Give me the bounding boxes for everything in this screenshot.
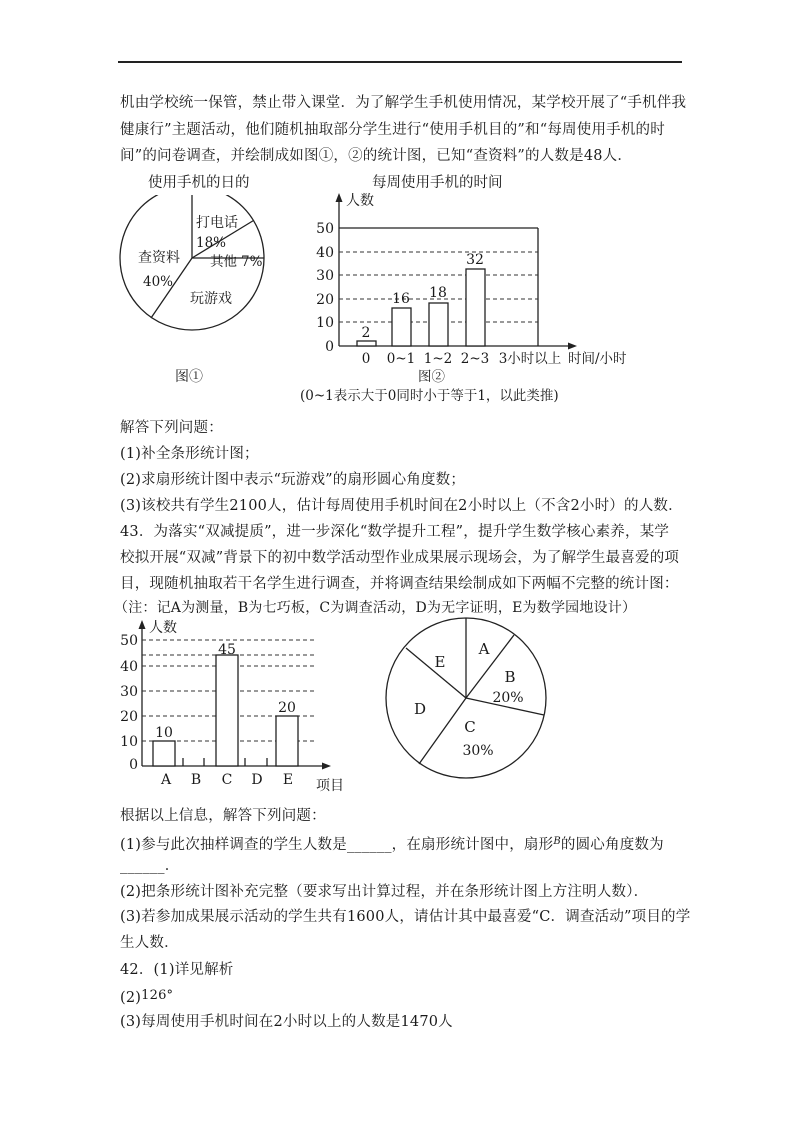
fig2-value-0: 2 bbox=[361, 325, 371, 341]
q42-questions-heading: 解答下列问题： bbox=[120, 420, 223, 436]
fig2-value-1-2: 18 bbox=[429, 285, 447, 301]
q43-bar-e bbox=[276, 716, 298, 766]
q43-bar-chart bbox=[110, 612, 360, 802]
fig2-note: (0~1表示大于0同时小于等于1，以此类推) bbox=[300, 388, 559, 404]
q43-xtick-a: A bbox=[160, 772, 172, 788]
pie2-label-a: A bbox=[478, 640, 490, 658]
q42-intro-line-3: 间”的问卷调查，并绘制成如图①，②的统计图，已知“查资料”的人数是48人． bbox=[120, 148, 633, 164]
q43-q1-blank: ______． bbox=[120, 858, 180, 874]
fig2-ytick-30: 30 bbox=[316, 268, 334, 284]
q43-ytick-50: 50 bbox=[120, 633, 138, 649]
q43-q1-part1: (1)参与此次抽样调查的学生人数是______，在扇形统计图中，扇形 bbox=[120, 837, 554, 853]
pie2-label-c: C bbox=[464, 718, 476, 736]
pie1-label-other: 其他 bbox=[210, 254, 237, 270]
q43-intro-line-1: 43．为落实“双减提质”，进一步深化“数学提升工程”，提升学生数学核心素养，某学 bbox=[120, 524, 670, 540]
q42-intro-line-1: 机由学校统一保管，禁止带入课堂．为了解学生手机使用情况，某学校开展了“手机伴我 bbox=[120, 95, 687, 111]
fig2-xlabel: 时间/小时 bbox=[568, 351, 627, 367]
fig1-caption: 图① bbox=[175, 369, 203, 385]
q43-xtick-c: C bbox=[221, 772, 233, 788]
q43-bar-c bbox=[216, 655, 238, 766]
fig2-ytick-0: 0 bbox=[325, 339, 334, 355]
q43-intro-line-3: 目，现随机抽取若干名学生进行调查，并将调查结果绘制成如下两幅不完整的统计图： bbox=[120, 576, 679, 592]
pie2-label-b: B bbox=[504, 668, 516, 686]
q43-question-3-line-2: 生人数． bbox=[120, 935, 179, 951]
q43-xlabel: 项目 bbox=[316, 778, 344, 794]
q43-bar-a bbox=[153, 741, 175, 766]
header-rule bbox=[118, 61, 682, 63]
pie1-pct-other: 7% bbox=[241, 254, 263, 270]
fig2-bar-0-1 bbox=[392, 308, 411, 346]
q43-xtick-e: E bbox=[282, 772, 294, 788]
q43-pie-chart bbox=[380, 610, 560, 790]
fig1-pie-chart bbox=[110, 195, 290, 355]
fig2-bar-1-2 bbox=[429, 303, 448, 346]
fig2-bar-0 bbox=[357, 341, 376, 346]
fig2-ytick-10: 10 bbox=[316, 315, 334, 331]
q43-value-e: 20 bbox=[278, 700, 296, 716]
pie2-pct-c: 30% bbox=[462, 743, 494, 759]
pie1-pct-research: 40% bbox=[143, 274, 174, 290]
fig2-value-2-3: 32 bbox=[466, 252, 484, 268]
fig2-xtick-2-3: 2~3 bbox=[460, 351, 490, 367]
fig2-xtick-1-2: 1~2 bbox=[423, 351, 453, 367]
q42-question-3: (3)该校共有学生2100人，估计每周使用手机时间在2小时以上（不含2小时）的人数． bbox=[120, 498, 683, 514]
fig2-ytick-50: 50 bbox=[316, 221, 334, 237]
q43-q1-part2: 的圆心角度数为 bbox=[560, 837, 664, 853]
q43-questions-heading: 根据以上信息，解答下列问题： bbox=[120, 808, 326, 824]
q43-xtick-d: D bbox=[251, 772, 263, 788]
pie2-pct-b: 20% bbox=[492, 690, 524, 706]
q43-value-c: 45 bbox=[218, 642, 236, 658]
q43-ytick-20: 20 bbox=[120, 709, 138, 725]
answer-2-prefix: (2) bbox=[120, 990, 142, 1006]
fig2-ytick-40: 40 bbox=[316, 245, 334, 261]
fig2-ytick-20: 20 bbox=[316, 292, 334, 308]
fig2-xtick-3plus: 3小时以上 bbox=[498, 351, 562, 367]
q43-note: （注：记A为测量，B为七巧板，C为调查活动，D为无字证明，E为数学园地设计） bbox=[114, 600, 637, 616]
fig2-bar-chart bbox=[300, 185, 650, 375]
q43-q1-var: B bbox=[553, 836, 561, 847]
q43-ytick-0: 0 bbox=[129, 757, 138, 773]
pie2-label-d: D bbox=[413, 700, 427, 718]
fig2-title: 每周使用手机的时间 bbox=[372, 175, 503, 191]
pie2-label-e: E bbox=[434, 653, 446, 671]
q43-ylabel: 人数 bbox=[149, 620, 177, 636]
q43-value-a: 10 bbox=[155, 725, 173, 741]
q43-xtick-b: B bbox=[190, 772, 202, 788]
pie1-label-call: 打电话 bbox=[196, 215, 238, 231]
fig2-ylabel: 人数 bbox=[346, 193, 374, 209]
pie1-pct-call: 18% bbox=[196, 235, 227, 251]
q43-intro-line-2: 校拟开展“双减”背景下的初中数学活动型作业成果展示现场会，为了解学生最喜爱的项 bbox=[120, 550, 680, 566]
q43-ytick-30: 30 bbox=[120, 684, 138, 700]
fig2-caption: 图② bbox=[418, 369, 445, 385]
q43-question-3-line-1: (3)若参加成果展示活动的学生共有1600人，请估计其中最喜爱“C．调查活动”项目的学 bbox=[120, 909, 691, 925]
q43-ytick-10: 10 bbox=[120, 734, 138, 750]
answer-2 bbox=[120, 986, 173, 1008]
q43-question-1 bbox=[120, 832, 664, 855]
pie1-label-research: 查资料 bbox=[138, 250, 180, 266]
answer-2-value: 126° bbox=[141, 988, 174, 1003]
pie1-label-games: 玩游戏 bbox=[190, 291, 232, 307]
fig2-bar-2-3 bbox=[466, 269, 485, 346]
q42-question-2: (2)求扇形统计图中表示“玩游戏”的扇形圆心角度数； bbox=[120, 472, 466, 488]
q43-question-2: (2)把条形统计图补充完整（要求写出计算过程，并在条形统计图上方注明人数）． bbox=[120, 884, 649, 900]
fig2-xtick-0-1: 0~1 bbox=[386, 351, 416, 367]
answer-3: (3)每周使用手机时间在2小时以上的人数是1470人 bbox=[120, 1014, 453, 1030]
q43-ytick-40: 40 bbox=[120, 659, 138, 675]
q42-intro-line-2: 健康行”主题活动，他们随机抽取部分学生进行“使用手机目的”和“每周使用手机的时 bbox=[120, 122, 665, 138]
fig2-xtick-0: 0 bbox=[361, 351, 371, 367]
fig1-title: 使用手机的日的 bbox=[148, 175, 250, 191]
q42-question-1: (1)补全条形统计图； bbox=[120, 446, 259, 462]
fig2-value-0-1: 16 bbox=[392, 291, 410, 307]
answer-1: 42．(1)详见解析 bbox=[120, 962, 234, 978]
